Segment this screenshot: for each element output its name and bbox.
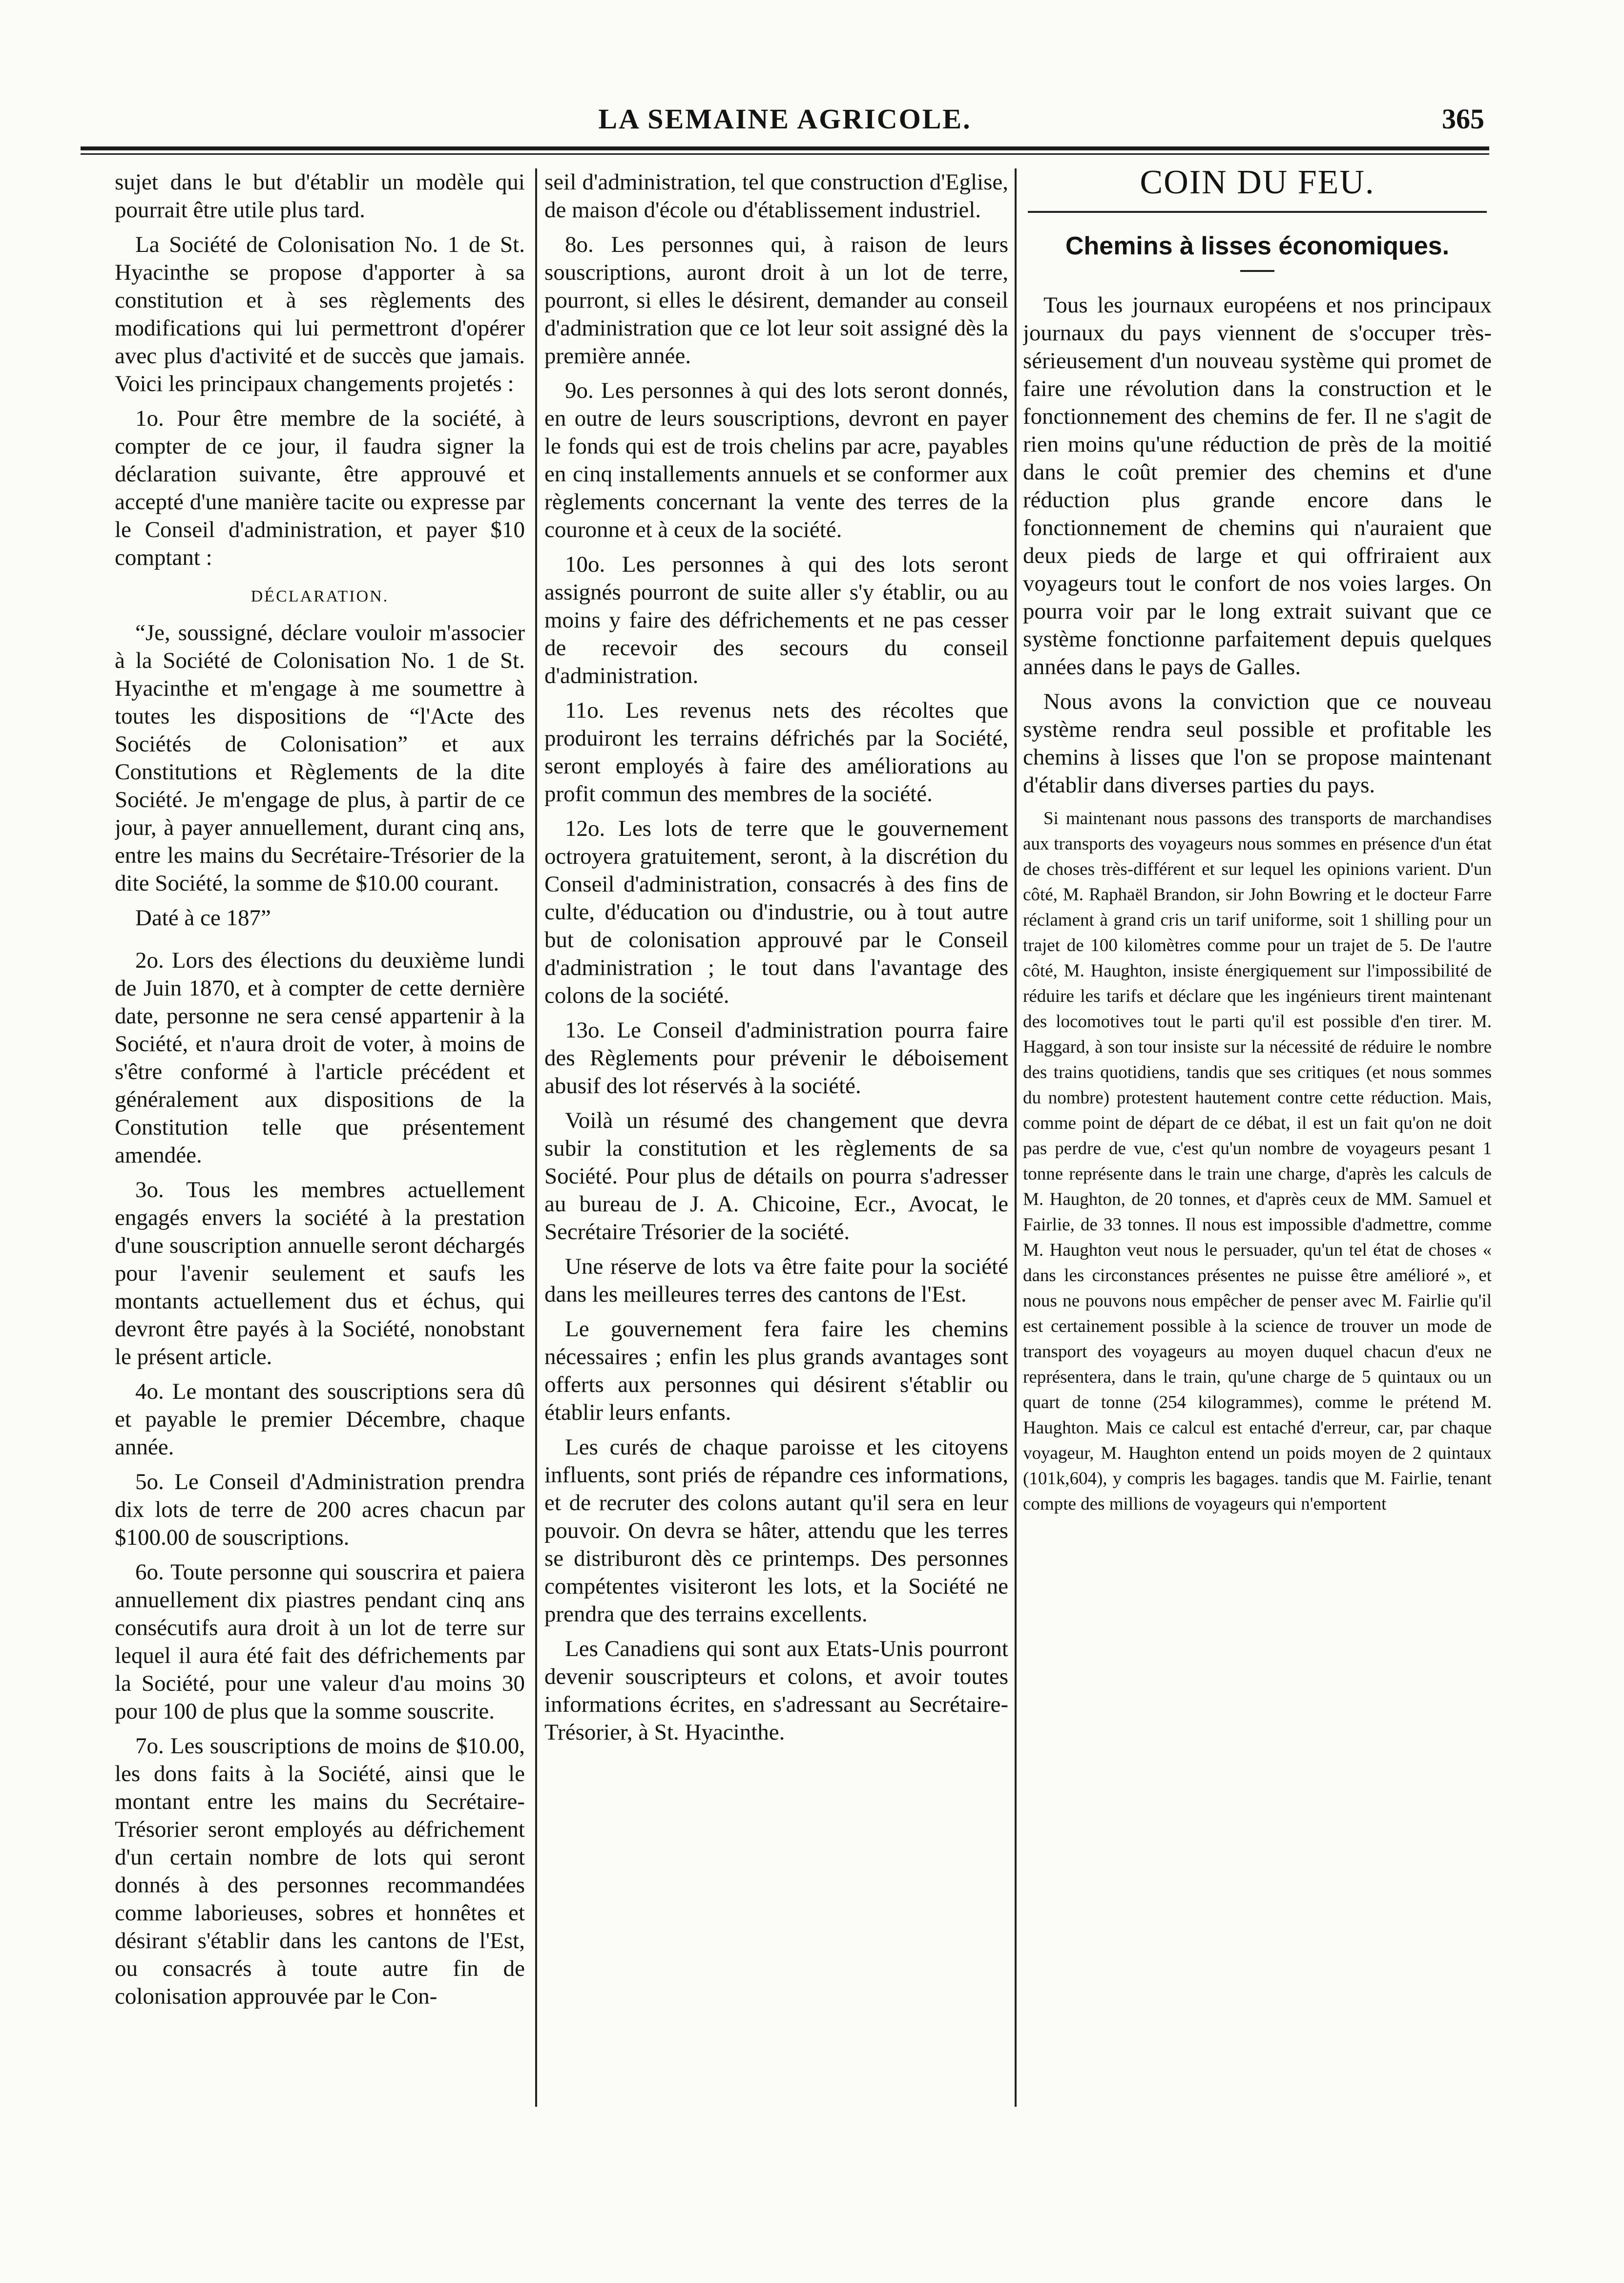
section-rule [1028,211,1487,213]
paragraph: Le gouvernement fera faire les chemins nécessaires ; enfin les plus grands avantages sont offerts aux personnes qui désirent s'établir ou établir leurs enfants. [544,1316,1008,1425]
column-2 [544,168,1008,2131]
column-1 [115,168,525,2131]
paragraph: Une réserve de lots va être faite pour la société dans les meilleures terres des cantons de l'Est. [544,1254,1008,1307]
paragraph: seil d'administration, tel que construction d'Eglise, de maison d'école ou d'établissement industriel. [544,169,1008,223]
paragraph: 4o. Le montant des souscriptions sera dû et payable le premier Décembre, chaque année. [115,1379,525,1460]
paragraph: La Société de Colonisation No. 1 de St. Hyacinthe se propose d'apporter à sa constitution et à ses règlements des modifications qui lui permettront d'opérer avec plus d'activité et de succès que jamais. Voici les principaux changements projetés : [115,232,525,396]
date-line: Daté à ce 187” [135,905,271,931]
paragraph: 7o. Les souscriptions de moins de $10.00, les dons faits à la Société, ainsi que le montant entre les mains du Secrétaire-Trésorier seront employés au défrichement d'un certain nombre de lots qui seront donnés à des personnes recommandées comme laborieuses, sobres et honnêtes et désirant s'établir dans les cantons de l'Est, ou consacrés à toute autre fin de colonisation approuvée par le Con- [115,1733,525,2009]
paragraph: 12o. Les lots de terre que le gouvernement octroyera gratuitement, seront, à la discrétion du Conseil d'administration, consacrés à des fins de culte, d'éducation ou d'industrie, ou à tout autre but de colonisation approuvé par le Conseil d'administration ; le tout dans l'avantage des colons de la société. [544,816,1008,1008]
header-rule-thin [81,153,1489,155]
paragraph: 5o. Le Conseil d'Administration prendra dix lots de terre de 200 acres chacun par $100.00 de souscriptions. [115,1469,525,1550]
section-title: COIN DU FEU. [1140,168,1375,201]
column-divider-2 [1015,168,1017,2107]
declaration-heading: DÉCLARATION. [250,587,389,605]
paragraph-small-print: Si maintenant nous passons des transports de marchandises aux transports des voyageurs nous sommes en présence d'un état de choses très-différent et sur lequel les opinions varient. D'un côté, M. Raphaël Brandon, sir John Bowring et le docteur Farre réclament à grand cris un tarif uniforme, soit 1 shilling pour un trajet de 100 kilomètres comme pour un trajet de 5. De l'autre côté, M. Haughton, insiste énergiquement sur l'impossibilité de réduire les tarifs et déclare que les ingénieurs tirent maintenant des locomotives tout le parti qu'il est possible d'en tirer. M. Haggard, à son tour insiste sur la nécessité de réduire le nombre des trains quotidiens, tandis que ses critiques (et nous sommes du nombre) protestent hautement contre cette réduction. Mais, comme point de départ de ce débat, il est un fait qu'on ne doit pas perdre de vue, c'est qu'un nombre de voyageurs pesant 1 tonne représente dans le train une charge, d'après les calculs de M. Haughton, de 20 tonnes, et d'après ceux de MM. Samuel et Fairlie, de 33 tonnes. Il nous est impossible d'admettre, comme M. Haughton veut nous le persuader, qu'un tel état de choses « dans les circonstances présentes ne puisse être amélioré », et nous ne pouvons nous empêcher de penser avec M. Fairlie qu'il est certainement possible à la science de trouver un mode de transport des voyageurs au moyen duquel chacun d'eux ne représentera, dans le train, qu'une charge de 5 quintaux ou un quart de tonne (254 kilogrammes), comme le prétend M. Haughton. Mais ce calcul est entaché d'erreur, car, par chaque voyageur, M. Haughton entend un poids moyen de 2 quintaux (101k,604), y compris les bagages. tandis que M. Fairlie, tenant compte des millions de voyageurs qui n'emportent [1023,809,1492,1514]
paragraph: 2o. Lors des élections du deuxième lundi de Juin 1870, et à compter de cette dernière date, personne ne sera censé appartenir à la Société, et n'aura droit de voter, à moins de s'être conformé à l'article précédent et généralement aux dispositions de la Constitution telle que présentement amendée. [115,948,525,1168]
paragraph: sujet dans le but d'établir un modèle qui pourrait être utile plus tard. [115,169,525,223]
paragraph: 9o. Les personnes à qui des lots seront donnés, en outre de leurs souscriptions, devront en payer le fonds qui est de trois chelins par acre, payables en cinq installements annuels et se conformer aux règlements concernant la vente des terres de la couronne et à ceux de la société. [544,378,1008,542]
paragraph: Les Canadiens qui sont aux Etats-Unis pourront devenir souscripteurs et colons, et avoir toutes informations écrites, en s'adressant au Secrétaire-Trésorier, à St. Hyacinthe. [544,1636,1008,1745]
paragraph: Les curés de chaque paroisse et les citoyens influents, sont priés de répandre ces informations, et de recruter des colons autant qu'il sera en leur pouvoir. On devra se hâter, attendu que les terres se distriburont dès ce printemps. Des personnes compétentes visiteront les lots, et la Société ne prendra que des terrains excellents. [544,1434,1008,1627]
paragraph: 13o. Le Conseil d'administration pourra faire des Règlements pour prévenir le déboisement abusif des lot réservés à la société. [544,1017,1008,1099]
paragraph: 6o. Toute personne qui souscrira et paiera annuellement dix piastres pendant cinq ans consécutifs aura droit à un lot de terre sur lequel il aura été fait des défrichements par la Société, pour une valeur d'au moins 30 pour 100 de plus que la somme souscrite. [115,1559,525,1724]
paragraph: “Je, soussigné, déclare vouloir m'associer à la Société de Colonisation No. 1 de St. Hyacinthe et m'engage à me soumettre à toutes les dispositions de “l'Acte des Sociétés de Colonisation” et aux Constitutions et Règlements de la dite Société. Je m'engage de plus, à partir de ce jour, à payer annuellement, durant cinq ans, entre les mains du Secrétaire-Trésorier de la dite Société, la somme de $10.00 courant. [115,620,525,896]
article-title: Chemins à lisses économiques. [1065,232,1450,260]
paragraph: 8o. Les personnes qui, à raison de leurs souscriptions, auront droit à un lot de terre, pourront, si elles le désirent, demander au conseil d'administration que ce lot leur soit assigné dès la première année. [544,232,1008,369]
masthead [81,103,1489,142]
paragraph: 11o. Les revenus nets des récoltes que produiront les terrains défrichés par la Société, seront employés à faire des améliorations au profit commun des membres de la société. [544,698,1008,807]
paragraph: 10o. Les personnes à qui des lots seront assignés pourront de suite aller s'y établir, ou au moins y faire des défrichements et ne pas cesser de recevoir des secours du conseil d'administration. [544,552,1008,688]
title-dash [1240,270,1274,272]
paragraph: Voilà un résumé des changement que devra subir la constitution et les règlements de sa Société. Pour plus de détails on pourra s'adresser au bureau de J. A. Chicoine, Ecr., Avocat, le Secrétaire Trésorier de la société. [544,1108,1008,1245]
paragraph: 1o. Pour être membre de la société, à compter de ce jour, il faudra signer la déclaration suivante, être approuvé et accepté d'une manière tacite ou expresse par le Conseil d'administration, et payer $10 comptant : [115,406,525,570]
paragraph: 3o. Tous les membres actuellement engagés envers la société à la prestation d'une souscription annuelle seront déchargés pour l'avenir seulement et saufs les montants actuellement dus et échus, qui devront être payés à la Société, nonobstant le présent article. [115,1177,525,1370]
paragraph: Nous avons la conviction que ce nouveau système rendra seul possible et profitable les chemins à lisses que l'on se propose maintenant d'établir dans diverses parties du pays. [1023,689,1492,798]
page-number: 365 [1442,103,1484,135]
header-rule-thick [81,146,1489,150]
newspaper-title: LA SEMAINE AGRICOLE. [598,103,972,135]
column-3 [1023,168,1492,2131]
column-divider-1 [535,168,537,2107]
paragraph: Tous les journaux européens et nos principaux journaux du pays viennent de s'occuper très-sérieusement d'un nouveau système qui promet de faire une révolution dans la construction et le fonctionnement des chemins de fer. Il ne s'agit de rien moins qu'une réduction de près de la moitié dans le coût premier des chemins et d'une réduction plus grande encore dans le fonctionnement de chemins qui n'auraient que deux pieds de large et qui offriraient aux voyageurs tout le confort de nos voies larges. On pourra voir par le long extrait suivant que ce système fonctionne parfaitement depuis quelques années dans le pays de Galles. [1023,292,1492,680]
